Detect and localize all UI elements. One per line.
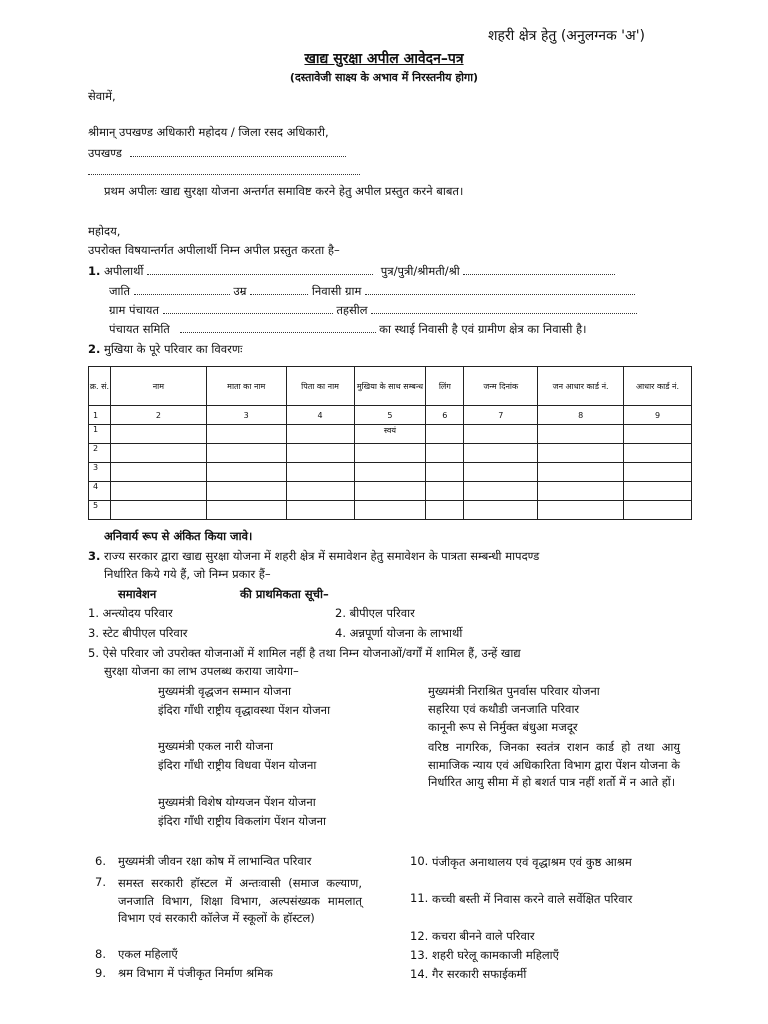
scheme-left-5: मुख्यमंत्री विशेष योग्यजन पेंशन योजना	[158, 795, 316, 809]
table-cell[interactable]	[464, 463, 538, 482]
priority-5-line1: 5. ऐसे परिवार जो उपरोक्त योजनाओं में शामिल नहीं है तथा निम्न योजनाओं/वर्गों में शामिल हैं, उन्हें खाद्य	[88, 646, 521, 660]
row-serial: 4	[89, 482, 111, 501]
row-serial: 2	[89, 444, 111, 463]
col-header: क्र. सं.	[89, 367, 111, 406]
col-number: 8	[538, 406, 624, 425]
subdivision-label: उपखण्ड	[88, 146, 122, 160]
col-header: जन आधार कार्ड नं.	[538, 367, 624, 406]
item-6-text: मुख्यमंत्री जीवन रक्षा कोष में लाभान्वित परिवार	[118, 854, 312, 868]
age-label: उम्र	[233, 284, 247, 298]
relation-cell: स्वयं	[354, 425, 426, 444]
col-number: 5	[354, 406, 426, 425]
family-details-heading	[88, 342, 243, 357]
scheme-left-4: इंदिरा गाँधी राष्ट्रीय विधवा पेंशन योजना	[158, 758, 317, 772]
table-header-row	[89, 367, 692, 406]
item-9-text: श्रम विभाग में पंजीकृत निर्माण श्रमिक	[118, 966, 273, 980]
table-cell[interactable]	[426, 501, 464, 520]
annexure-label: शहरी क्षेत्र हेतु (अनुलग्नक 'अ')	[488, 28, 646, 44]
relation-name-field[interactable]	[463, 263, 615, 275]
tehsil-field[interactable]	[371, 302, 637, 314]
item-13-text: शहरी घरेलू कामकाजी महिलाएँ	[432, 948, 559, 962]
priority-5-line2: सुरक्षा योजना का लाभ उपलब्ध कराया जायेगा–	[104, 664, 299, 678]
priority-1: 1. अन्त्योदय परिवार	[88, 606, 173, 620]
item-7-text: समस्त सरकारी हॉस्टल में अन्तःवासी (समाज कल्याण, जनजाति विभाग, शिक्षा विभाग, अल्पसंख्यक मामलात् विभाग एवं सरकारी कॉलेज में स्कूलों के हॉस्टल)	[118, 876, 362, 925]
table-cell[interactable]	[464, 444, 538, 463]
table-cell[interactable]	[426, 425, 464, 444]
salutation: सेवामें,	[88, 89, 116, 103]
col-header: जन्म दिनांक	[464, 367, 538, 406]
col-header: नाम	[110, 367, 206, 406]
inclusion-heading-a: समावेशन	[118, 587, 157, 601]
table-row	[89, 425, 692, 444]
col-number: 2	[110, 406, 206, 425]
scheme-right-3: कानूनी रूप से निर्मुक्त बंधुआ मजदूर	[428, 720, 578, 734]
col-number: 7	[464, 406, 538, 425]
table-cell[interactable]	[110, 425, 206, 444]
table-cell[interactable]	[286, 463, 354, 482]
table-cell[interactable]	[286, 425, 354, 444]
gram-panchayat-field[interactable]	[163, 302, 333, 314]
table-cell[interactable]	[464, 425, 538, 444]
table-cell[interactable]	[354, 482, 426, 501]
table-cell[interactable]	[110, 444, 206, 463]
resident-suffix: का स्थाई निवासी है एवं ग्रामीण क्षेत्र का निवासी है।	[379, 322, 587, 336]
scheme-right-2: सहरिया एवं कथौडी जनजाति परिवार	[428, 702, 580, 716]
panchayat-samiti-field[interactable]	[180, 321, 376, 333]
scheme-left-3: मुख्यमंत्री एकल नारी योजना	[158, 739, 274, 753]
table-cell[interactable]	[354, 444, 426, 463]
item3-text2: निर्धारित किये गये हैं, जो निम्न प्रकार हैं–	[104, 567, 271, 581]
table-cell[interactable]	[206, 444, 286, 463]
item-10-text: पंजीकृत अनाथालय एवं वृद्धाश्रम एवं कुष्ठ आश्रम	[432, 855, 632, 869]
item-11-text: कच्ची बस्ती में निवास करने वाले सर्वेक्षित परिवार	[432, 892, 633, 906]
item-8-text: एकल महिलाएँ	[118, 947, 178, 961]
table-cell[interactable]	[624, 444, 692, 463]
table-cell[interactable]	[624, 425, 692, 444]
item-14-number: 14.	[410, 967, 429, 981]
col-header: पिता का नाम	[286, 367, 354, 406]
mandatory-note: अनिवार्य रूप से अंकित किया जावे।	[104, 529, 253, 543]
table-cell[interactable]	[624, 501, 692, 520]
form-title: खाद्य सुरक्षा अपील आवेदन–पत्र	[304, 51, 464, 67]
item-12-number: 12.	[410, 929, 429, 943]
item-13-number: 13.	[410, 948, 429, 962]
table-row	[89, 463, 692, 482]
greeting: महोदय,	[88, 224, 121, 238]
col-number: 4	[286, 406, 354, 425]
table-cell[interactable]	[538, 482, 624, 501]
table-cell[interactable]	[206, 482, 286, 501]
table-cell[interactable]	[110, 501, 206, 520]
table-cell[interactable]	[110, 482, 206, 501]
item-9-number: 9.	[95, 966, 106, 980]
col-header: आधार कार्ड नं.	[624, 367, 692, 406]
table-cell[interactable]	[286, 482, 354, 501]
item-7-number: 7.	[95, 875, 106, 889]
table-row	[89, 444, 692, 463]
item2-number: 2.	[88, 342, 101, 356]
panchayat-samiti-label: पंचायत समिति	[109, 322, 170, 336]
priority-2: 2. बीपीएल परिवार	[335, 606, 415, 620]
scheme-right-4: वरिष्ठ नागरिक, जिनका स्वतंत्र राशन कार्ड हो तथा आयु सामाजिक न्याय एवं अधिकारिता विभाग द्वारा पेंशन योजना के निर्धारित आयु सीमा में हो बशर्त पात्र नहीं शर्तो में न आते हों।	[428, 740, 680, 789]
item3-text1: राज्य सरकार द्वारा खाद्य सुरक्षा योजना में शहरी क्षेत्र में समावेशन हेतु समावेशन के पात्रता सम्बन्धी मापदण्ड	[104, 549, 540, 563]
item-14-text: गैर सरकारी सफाईकर्मी	[432, 967, 527, 981]
col-number: 3	[206, 406, 286, 425]
inclusion-heading-b: की प्राथमिकता सूची–	[240, 587, 329, 601]
intro-text: उपरोक्त विषयान्तर्गत अपीलार्थी निम्न अपील प्रस्तुत करता है–	[88, 243, 340, 257]
table-cell[interactable]	[538, 444, 624, 463]
priority-3: 3. स्टेट बीपीएल परिवार	[88, 626, 188, 640]
scheme-left-2: इंदिरा गाँधी राष्ट्रीय वृद्धावस्था पेंशन योजना	[158, 703, 331, 717]
table-cell[interactable]	[624, 482, 692, 501]
subject-line: प्रथम अपीलः खाद्य सुरक्षा योजना अन्तर्गत समाविष्ट करने हेतु अपील प्रस्तुत करने बाबत।	[104, 184, 464, 198]
item3-line1	[88, 549, 539, 564]
item-10-number: 10.	[410, 854, 429, 868]
table-cell[interactable]	[464, 501, 538, 520]
table-cell[interactable]	[426, 482, 464, 501]
row-serial: 1	[89, 425, 111, 444]
table-cell[interactable]	[110, 463, 206, 482]
item-12-text: कचरा बीनने वाले परिवार	[432, 929, 535, 943]
table-cell[interactable]	[538, 425, 624, 444]
row-serial: 3	[89, 463, 111, 482]
table-cell[interactable]	[354, 501, 426, 520]
scheme-left-1: मुख्यमंत्री वृद्धजन सम्मान योजना	[158, 684, 291, 698]
table-cell[interactable]	[354, 463, 426, 482]
caste-line	[109, 283, 635, 299]
family-table	[88, 366, 692, 520]
table-cell[interactable]	[206, 463, 286, 482]
subdivision-line	[88, 145, 346, 161]
table-cell[interactable]	[538, 463, 624, 482]
scheme-left-6: इंदिरा गाँधी राष्ट्रीय विकलांग पेंशन योजना	[158, 814, 326, 828]
table-cell[interactable]	[426, 463, 464, 482]
table-cell[interactable]	[426, 444, 464, 463]
item1-number: 1.	[88, 264, 101, 278]
table-cell[interactable]	[286, 501, 354, 520]
form-subtitle: (दस्तावेजी साक्ष्य के अभाव में निरस्तनीय होगा)	[289, 71, 479, 84]
age-field[interactable]	[250, 283, 308, 295]
item-11-number: 11.	[410, 891, 429, 905]
gram-panchayat-label: ग्राम पंचायत	[109, 303, 160, 317]
column-number-row	[89, 406, 692, 425]
col-header: मुखिया के साथ सम्बन्ध	[354, 367, 426, 406]
col-header: लिंग	[426, 367, 464, 406]
addressee: श्रीमान् उपखण्ड अधिकारी महोदय / जिला रसद अधिकारी,	[88, 125, 329, 139]
row-serial: 5	[89, 501, 111, 520]
caste-label: जाति	[109, 284, 131, 298]
item-8-number: 8.	[95, 947, 106, 961]
village-label: निवासी ग्राम	[311, 284, 362, 298]
appellant-name-field[interactable]	[147, 263, 373, 275]
item3-number: 3.	[88, 549, 101, 563]
table-row	[89, 482, 692, 501]
col-number: 6	[426, 406, 464, 425]
item2-label: मुखिया के पूरे परिवार का विवरणः	[104, 342, 243, 356]
table-cell[interactable]	[206, 425, 286, 444]
table-cell[interactable]	[624, 463, 692, 482]
appellant-line	[88, 263, 615, 279]
table-cell[interactable]	[538, 501, 624, 520]
col-number: 9	[624, 406, 692, 425]
samiti-line	[109, 321, 586, 337]
table-cell[interactable]	[464, 482, 538, 501]
item-6-number: 6.	[95, 854, 106, 868]
caste-field[interactable]	[134, 283, 230, 295]
table-cell[interactable]	[286, 444, 354, 463]
subdivision-field-2[interactable]	[88, 160, 360, 179]
appellant-label: अपीलार्थी	[104, 264, 144, 278]
table-cell[interactable]	[206, 501, 286, 520]
col-number: 1	[89, 406, 111, 425]
scheme-right-1: मुख्यमंत्री निराश्रित पुनर्वास परिवार योजना	[428, 684, 600, 698]
table-row	[89, 501, 692, 520]
priority-4: 4. अन्नपूर्णा योजना के लाभार्थी	[335, 626, 463, 640]
tehsil-label: तहसील	[336, 303, 368, 317]
panchayat-line	[109, 302, 637, 318]
subdivision-field[interactable]	[130, 145, 346, 157]
relation-label: पुत्र/पुत्री/श्रीमती/श्री	[380, 264, 460, 278]
village-field[interactable]	[365, 283, 635, 295]
col-header: माता का नाम	[206, 367, 286, 406]
